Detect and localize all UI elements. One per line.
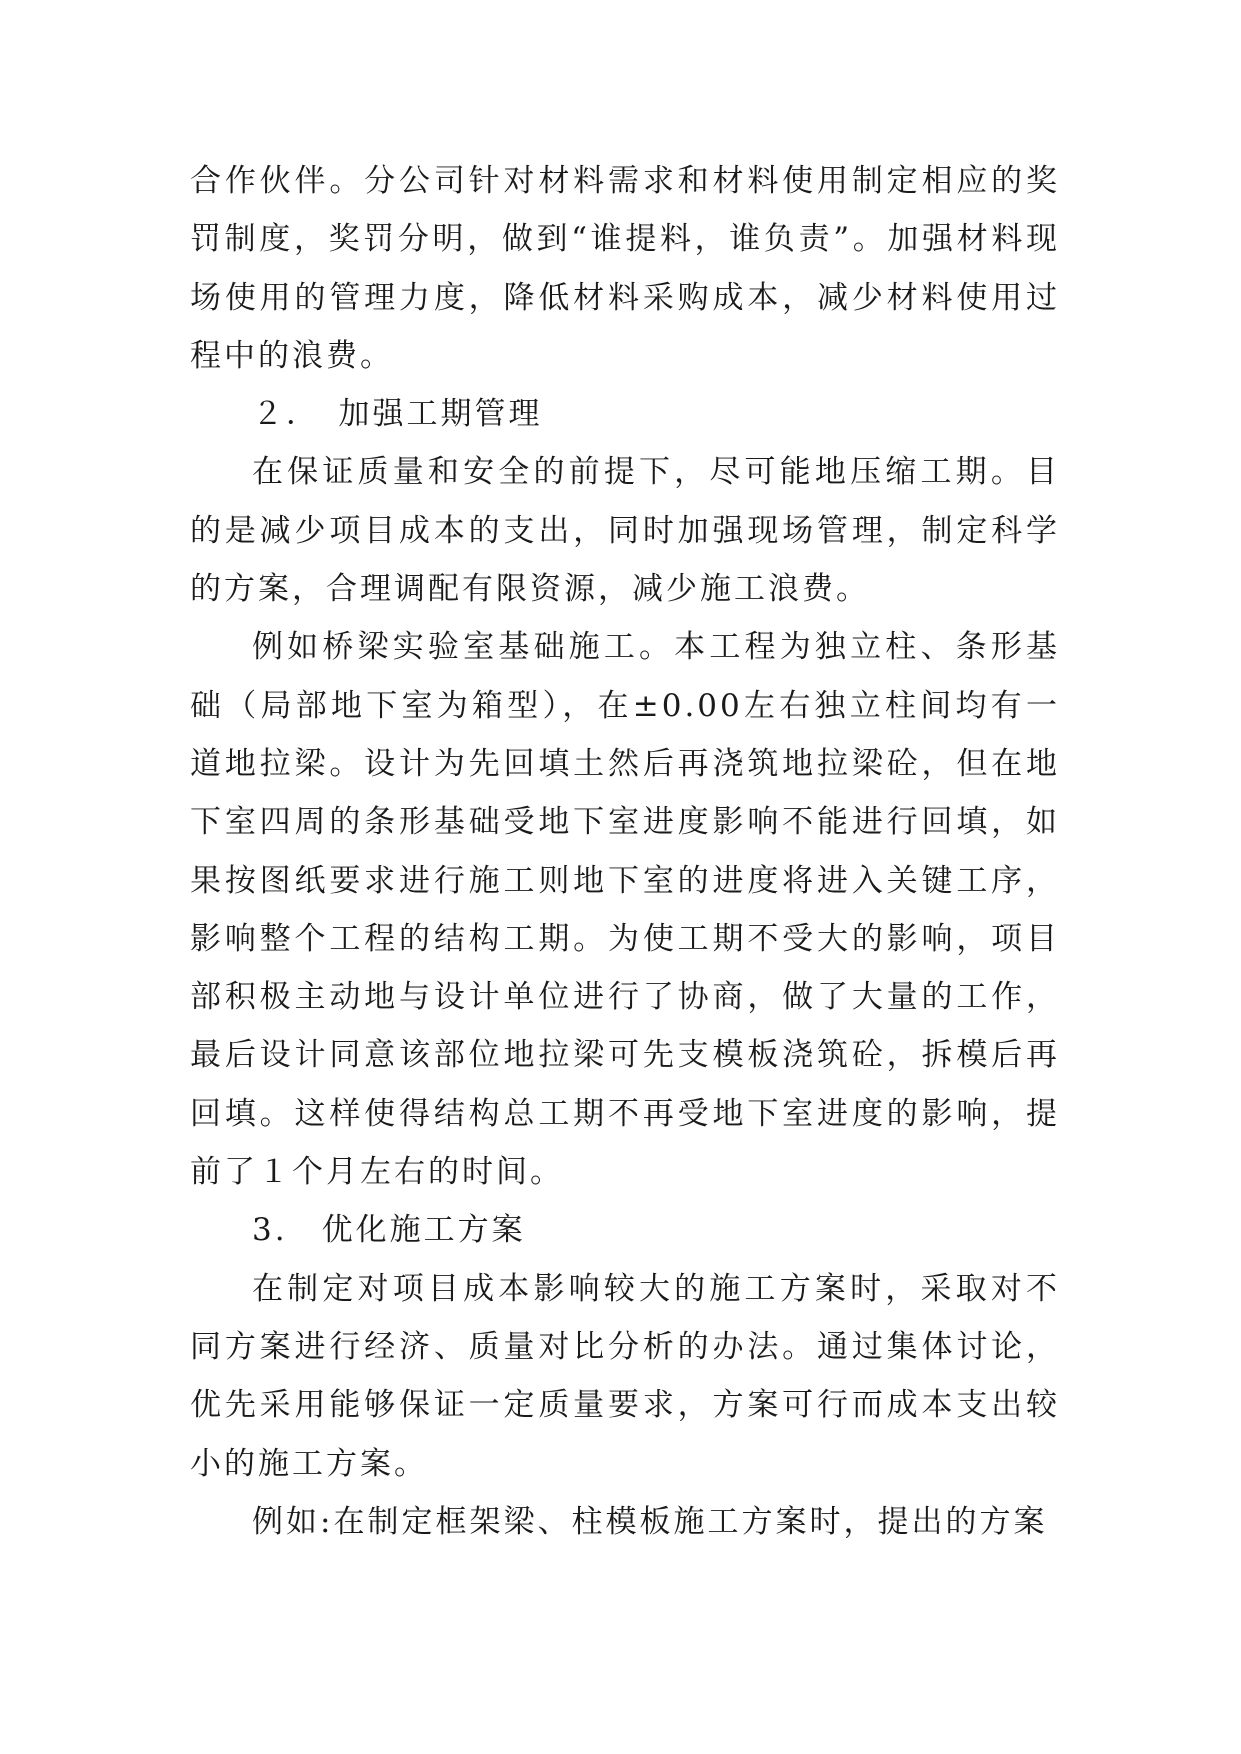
paragraph-formwork-example: 例如:在制定框架梁、柱模板施工方案时，提出的方案 (252, 1503, 1048, 1540)
section-heading-construction-plan: 3. 优化施工方案 (252, 1212, 526, 1249)
paragraph-material-management: 合作伙伴。分公司针对材料需求和材料使用制定相应的奖罚制度，奖罚分明，做到“谁提料，谁负责”。加强材料现场使用的管理力度，降低材料采购成本，减少材料使用过程中的浪费。 (190, 163, 1060, 374)
document-body (190, 152, 1060, 1551)
paragraph-bridge-lab-example: 例如桥梁实验室基础施工。本工程为独立柱、条形基础（局部地下室为箱型），在±0.00左右独立柱间均有一道地拉梁。设计为先回填土然后再浇筑地拉梁砼，但在地下室四周的条形基础受地下室进度影响不能进行回填，如果按图纸要求进行施工则地下室的进度将进入关键工序，影响整个工程的结构工期。为使工期不受大的影响，项目部积极主动地与设计单位进行了协商，做了大量的工作，最后设计同意该部位地拉梁可先支模板浇筑砼，拆模后再回填。这样使得结构总工期不再受地下室进度的影响，提前了１个月左右的时间。 (190, 629, 1060, 1191)
section-heading-schedule: ２． 加强工期管理 (252, 396, 543, 433)
paragraph-schedule-goal: 在保证质量和安全的前提下，尽可能地压缩工期。目的是减少项目成本的支出，同时加强现场管理，制定科学的方案，合理调配有限资源，减少施工浪费。 (190, 454, 1060, 608)
paragraph-plan-comparison: 在制定对项目成本影响较大的施工方案时，采取对不同方案进行经济、质量对比分析的办法。通过集体讨论，优先采用能够保证一定质量要求，方案可行而成本支出较小的施工方案。 (190, 1270, 1060, 1482)
